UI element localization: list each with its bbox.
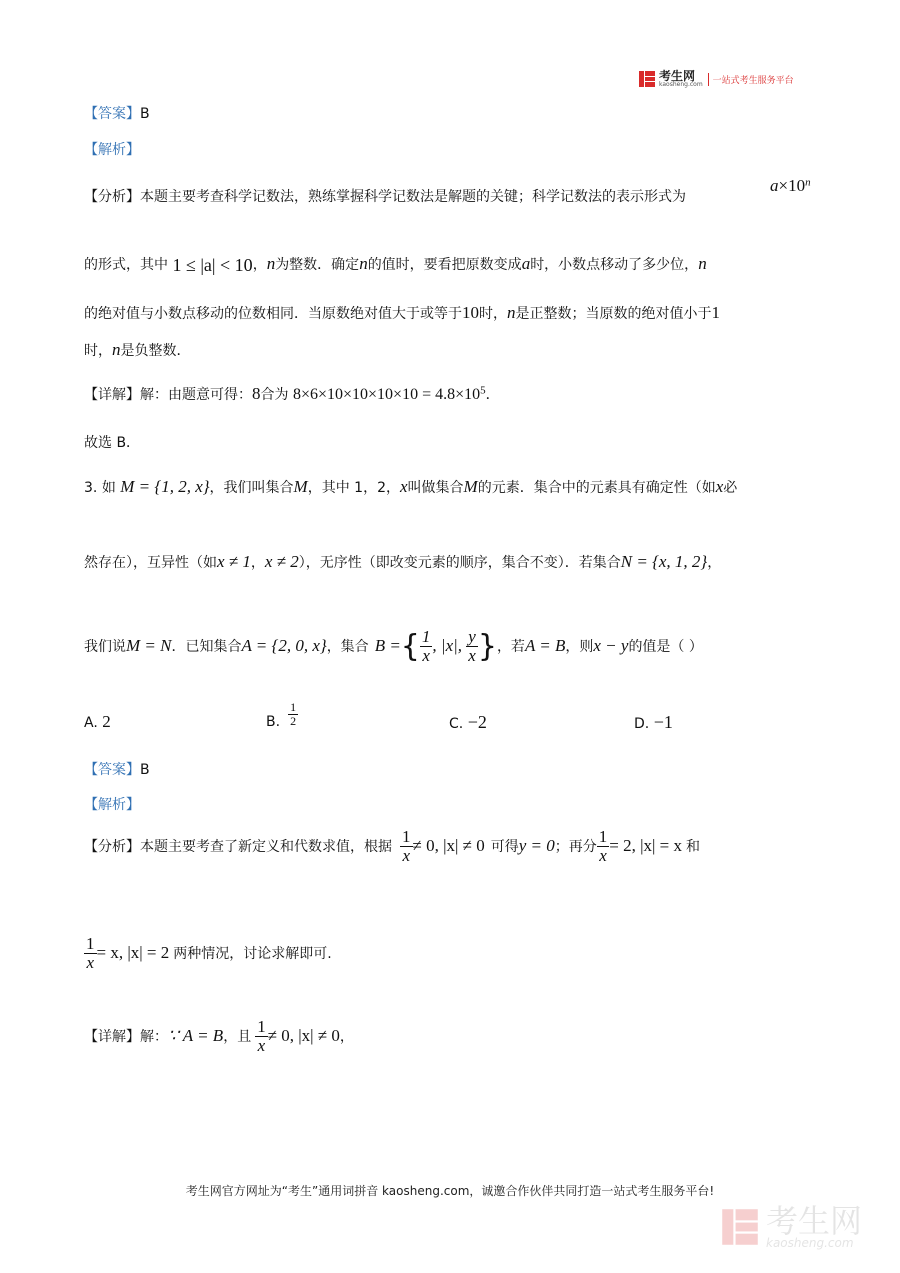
- text: 本题主要考查了新定义和代数求值，根据: [140, 839, 392, 856]
- condition-math: ≠ 0, |x| ≠ 0: [267, 1026, 340, 1046]
- text: 为整数．确定: [275, 257, 360, 273]
- text: 如: [101, 480, 116, 496]
- denominator: x: [422, 645, 430, 665]
- option-a[interactable]: [84, 712, 111, 732]
- answer-value: B: [140, 106, 150, 122]
- kaosheng-watermark-icon: [720, 1206, 760, 1248]
- option-value: −2: [467, 712, 487, 732]
- var-n: n: [112, 340, 121, 359]
- text: 时，: [479, 306, 507, 322]
- case1-math: = 2, |x| = x: [609, 836, 682, 856]
- text: 必: [723, 480, 738, 496]
- denominator: x: [86, 952, 95, 972]
- text: 是正整数；当原数的绝对值小于: [515, 306, 712, 322]
- fraction-y-over-x: [466, 628, 478, 665]
- option-b[interactable]: [266, 698, 298, 730]
- denominator: x: [468, 645, 476, 665]
- q2-fenxi-line1: [84, 186, 686, 206]
- text: ，: [250, 555, 265, 571]
- text: 的元素．集合中的元素具有确定性（如: [477, 480, 716, 496]
- num-eight: 8: [252, 384, 261, 403]
- denominator: x: [257, 1035, 266, 1055]
- denominator: x: [599, 845, 607, 865]
- q2-line4: [84, 340, 191, 360]
- numerator: y: [468, 627, 476, 646]
- brand-name: 考生网: [659, 69, 696, 83]
- num-ten: 10: [462, 303, 479, 322]
- detail-tag: 【详解】: [84, 387, 140, 403]
- inequality-1: x ≠ 1: [217, 552, 251, 571]
- fraction-1-over-x: [597, 828, 610, 865]
- option-label: C.: [449, 716, 464, 732]
- watermark: [720, 1202, 863, 1250]
- var-m: M: [463, 477, 478, 496]
- denominator: 2: [290, 713, 297, 728]
- var-x: x: [715, 477, 724, 496]
- kaosheng-logo-icon: [638, 70, 656, 88]
- numerator: 1: [402, 827, 411, 846]
- option-label: D.: [634, 716, 650, 732]
- text: ，我们叫集合: [209, 480, 294, 496]
- text: 的值时，要看把原数变成: [367, 257, 522, 273]
- answer-value: B: [140, 762, 150, 778]
- q2-conclusion: 故选 B．: [84, 435, 141, 451]
- detail-exp: 5: [480, 384, 486, 397]
- case2-math: = x, |x| = 2: [96, 943, 170, 963]
- fraction-1-over-x: [84, 935, 97, 972]
- set-n: N = {x, 1, 2}: [620, 552, 708, 571]
- text: ，若: [496, 639, 525, 656]
- because-math: ∵ A = B: [168, 1026, 224, 1046]
- sci-times: ×10: [778, 176, 806, 195]
- condition-math: 1 ≤ |a| < 10: [172, 255, 253, 275]
- q3-answer-line: [84, 759, 150, 779]
- fraction-1-over-x: [255, 1018, 268, 1055]
- option-value: −1: [653, 712, 673, 732]
- text: 和: [685, 839, 700, 856]
- inequality-2: x ≠ 2: [264, 552, 299, 571]
- sci-notation: [770, 176, 811, 196]
- abs-x: , |x|,: [432, 636, 467, 656]
- m-equals-n: M = N: [126, 636, 172, 656]
- q2-line2: [84, 254, 707, 276]
- q3-fenxi-line1: [84, 828, 700, 865]
- fraction-1-over-x: [400, 828, 413, 865]
- var-a: a: [521, 254, 531, 273]
- var-n: n: [266, 254, 276, 273]
- footer-text: 考生网官方网址为“考生”通用词拼音 kaosheng.com，诚邀合作伙伴共同打造一站式考生服务平台!: [185, 1184, 715, 1198]
- fenxi-text: 本题主要考查科学记数法，熟练掌握科学记数法是解题的关键；科学记数法的表示形式为: [140, 189, 686, 205]
- condition-math: ≠ 0, |x| ≠ 0: [412, 836, 485, 856]
- numerator: 1: [86, 934, 95, 953]
- option-label: B.: [266, 714, 281, 730]
- text: 时，: [84, 343, 112, 359]
- text: ．已知集合: [171, 639, 242, 656]
- q3-line3: [84, 628, 703, 665]
- set-b-label: B =: [374, 636, 401, 656]
- q3-detail-line: [84, 1018, 354, 1055]
- num-one: 1: [711, 303, 720, 322]
- y-equals-zero: y = 0: [518, 836, 555, 856]
- text: 我们说: [84, 639, 126, 656]
- numerator: 1: [598, 827, 608, 846]
- text: 的绝对值与小数点移动的位数相同．当原数绝对值大于或等于: [84, 306, 462, 322]
- a-equals-b: A = B: [524, 636, 566, 656]
- analysis-tag: 【解析】: [84, 797, 140, 813]
- text: ，其中 1，2，: [307, 480, 400, 496]
- text: ，: [707, 555, 722, 571]
- right-brace: }: [477, 628, 497, 664]
- text: 的形式，其中: [84, 257, 168, 273]
- option-c[interactable]: [449, 712, 487, 733]
- numerator: 1: [290, 699, 297, 714]
- text: ，: [252, 257, 267, 273]
- set-a: A = {2, 0, x}: [241, 636, 327, 656]
- text: 是负整数．: [120, 343, 191, 359]
- var-n: n: [507, 303, 516, 322]
- option-label: A.: [84, 715, 98, 731]
- numerator: 1: [257, 1017, 266, 1036]
- analysis-tag: 【解析】: [84, 142, 140, 158]
- q3-fenxi-line2: [84, 935, 332, 972]
- fraction-1-over-x: [420, 628, 433, 665]
- answer-tag: 【答案】: [84, 762, 140, 778]
- left-brace: {: [400, 628, 420, 664]
- option-d[interactable]: [634, 712, 673, 733]
- sci-a: a: [770, 176, 779, 195]
- q3-line2: [84, 552, 721, 572]
- text: 可得: [490, 839, 519, 856]
- text: 叫做集合: [407, 480, 464, 496]
- text: 解：: [140, 1029, 168, 1046]
- var-n: n: [359, 254, 368, 273]
- header-logo[interactable]: [638, 70, 794, 88]
- var-m: M: [293, 477, 308, 496]
- fenxi-tag: 【分析】: [84, 189, 140, 205]
- text: 解：由题意可得：: [140, 387, 252, 403]
- text: 时，小数点移动了多少位，: [530, 257, 699, 273]
- text: 然存在），互异性（如: [84, 555, 217, 571]
- denominator: x: [402, 845, 411, 865]
- text: ；再分: [554, 839, 597, 856]
- detail-math: 8×6×10×10×10×10 = 4.8×10: [292, 386, 481, 403]
- watermark-domain: kaosheng.com: [766, 1236, 854, 1250]
- detail-tag: 【详解】: [84, 1029, 140, 1046]
- text: ），无序性（即改变元素的顺序，集合不变）．若集合: [298, 555, 621, 571]
- text: 的值是（ ）: [628, 639, 703, 656]
- set-m: M = {1, 2, x}: [120, 477, 210, 496]
- text: ．: [485, 387, 500, 403]
- fenxi-tag: 【分析】: [84, 839, 140, 856]
- sci-exp: n: [805, 176, 811, 189]
- q2-line3: [84, 303, 720, 323]
- text: ，则: [565, 639, 594, 656]
- numerator: 1: [421, 627, 431, 646]
- q2-detail-line: [84, 384, 500, 404]
- var-x: x: [399, 477, 408, 496]
- brand-tagline: 一站式考生服务平台: [708, 73, 794, 86]
- q3-line1: [84, 477, 737, 497]
- text: 两种情况，讨论求解即可.: [173, 946, 332, 963]
- question-number: 3.: [84, 480, 98, 496]
- text: ，且: [223, 1029, 252, 1046]
- text: ，集合: [326, 639, 369, 656]
- answer-tag: 【答案】: [84, 106, 140, 122]
- watermark-name: 考生网: [766, 1202, 863, 1240]
- option-value: 2: [102, 712, 111, 731]
- text: 合为: [260, 387, 289, 403]
- q2-answer-line: [84, 103, 150, 123]
- brand-domain: kaosheng.com: [659, 81, 703, 88]
- text: ，: [339, 1029, 354, 1046]
- var-n: n: [698, 254, 707, 273]
- option-fraction: [288, 701, 298, 727]
- x-minus-y: x − y: [593, 636, 629, 656]
